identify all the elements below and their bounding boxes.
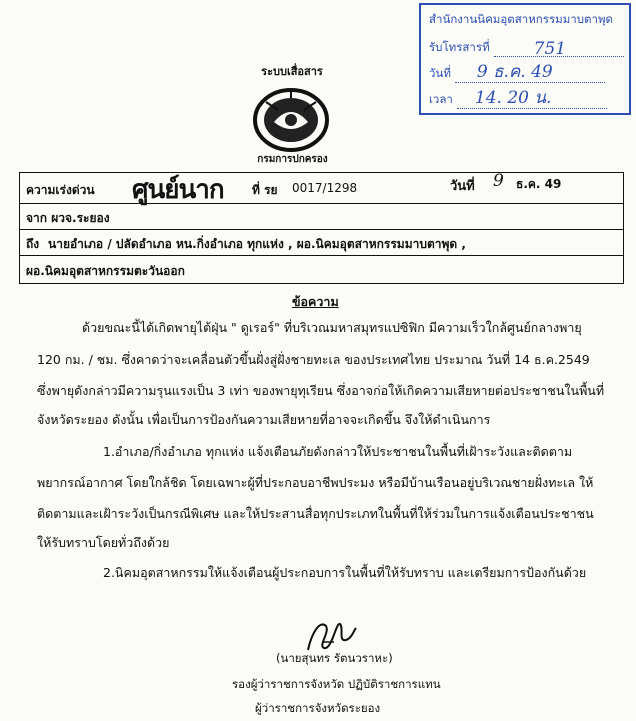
signer-name: (นายสุนทร รัตนวราหะ) [276, 651, 393, 665]
stamp-received-value: 751 [533, 39, 567, 59]
stamp-date-row [429, 62, 605, 83]
body-line-6: พยากรณ์อากาศ โดยใกล้ชิด โดยเฉพาะผู้ที่ประกอบอาชีพประมง หรือมีบ้านเรือนอยู่บริเวณชายฝั่งทะเล ให้ [37, 475, 594, 490]
date-rest: ธ.ค. 49 [516, 177, 562, 191]
body-line-9: 2.นิคมอุตสาหกรรมให้แจ้งเตือนผู้ประกอบการในพื้นที่ให้รับทราบ และเตรียมการป้องกันด้วย [103, 565, 587, 580]
body-line-1: ด้วยขณะนี้ได้เกิดพายุไต้ฝุ่น " ดูเรอร์" ที่บริเวณมหาสมุทรแปซิฟิก มีความเร็วใกล้ศูนย์กลางพายุ [82, 320, 582, 335]
date-day: 9 [493, 171, 504, 191]
from-line: จาก ผวจ.ระยอง [26, 211, 110, 225]
urgency-label: ความเร่งด่วน [26, 183, 95, 197]
body-line-7: ติดตามและเฝ้าระวังเป็นกรณีพิเศษ และให้ประสานสื่อทุกประเภทในพื้นที่ให้ร่วมในการแจ้งเตือนประชาชน [37, 506, 594, 521]
stamp-time-label: เวลา [429, 92, 453, 106]
stamp-date-value: 9 ธ.ค. 49 [476, 62, 553, 82]
stamp-time-value: 14. 20 น. [474, 88, 552, 108]
stamp-date-label: วันที่ [429, 66, 451, 80]
body-heading: ข้อความ [292, 294, 339, 309]
stamp-received-row [429, 39, 624, 57]
doc-number-label: ที่ รย [252, 183, 278, 197]
doc-number-value: 0017/1298 [292, 181, 358, 195]
stamp-time-row [429, 88, 607, 109]
header-box [19, 172, 624, 284]
received-stamp [419, 3, 631, 115]
body-line-8: ให้รับทราบโดยทั่วถึงด้วย [37, 535, 170, 550]
stamp-received-label: รับโทรสารที่ [429, 40, 490, 54]
body-line-3: ซึ่งพายุดังกล่าวมีความรุนแรงเป็น 3 เท่า ของพายุทุเรียน ซึ่งอาจก่อให้เกิดความเสียหายต่อประชาชนในพื้นที่ [37, 383, 605, 398]
seal-bottom-text: กรมการปกครอง [257, 154, 328, 165]
stamp-org: สำนักงานนิคมอุตสาหกรรมมาบตาพุด [429, 12, 614, 26]
signer-position-1: รองผู้ว่าราชการจังหวัด ปฏิบัติราชการแทน [232, 677, 441, 691]
document-title: ศูนย์นาก [132, 175, 224, 205]
to-recipients-cont: ผอ.นิคมอุตสาหกรรมตะวันออก [26, 264, 185, 278]
body-line-5: 1.อำเภอ/กิ่งอำเภอ ทุกแห่ง แจ้งเตือนภัยดังกล่าวให้ประชาชนในพื้นที่เฝ้าระวังและติดตาม [103, 444, 573, 459]
signer-position-2: ผู้ว่าราชการจังหวัดระยอง [255, 701, 381, 715]
to-label: ถึง [26, 237, 40, 251]
body-line-2: 120 กม. / ชม. ซึ่งคาดว่าจะเคลื่อนตัวขึ้นฝั่งสู่ฝั่งชายทะเล ของประเทศไทย ประมาณ วันที่ 14 ธ.ค.2549 [37, 352, 590, 367]
seal-top-text: ระบบเสื่อสาร [261, 65, 323, 78]
body-line-4: จังหวัดระยอง ดังนั้น เพื่อเป็นการป้องกันความเสียหายที่อาจจะเกิดขึ้น จึงให้ดำเนินการ [37, 412, 491, 427]
date-label: วันที่ [450, 179, 475, 194]
to-recipients: นายอำเภอ / ปลัดอำเภอ หน.กิ่งอำเภอ ทุกแห่ง , ผอ.นิคมอุตสาหกรรมมาบตาพุด , [48, 237, 466, 251]
